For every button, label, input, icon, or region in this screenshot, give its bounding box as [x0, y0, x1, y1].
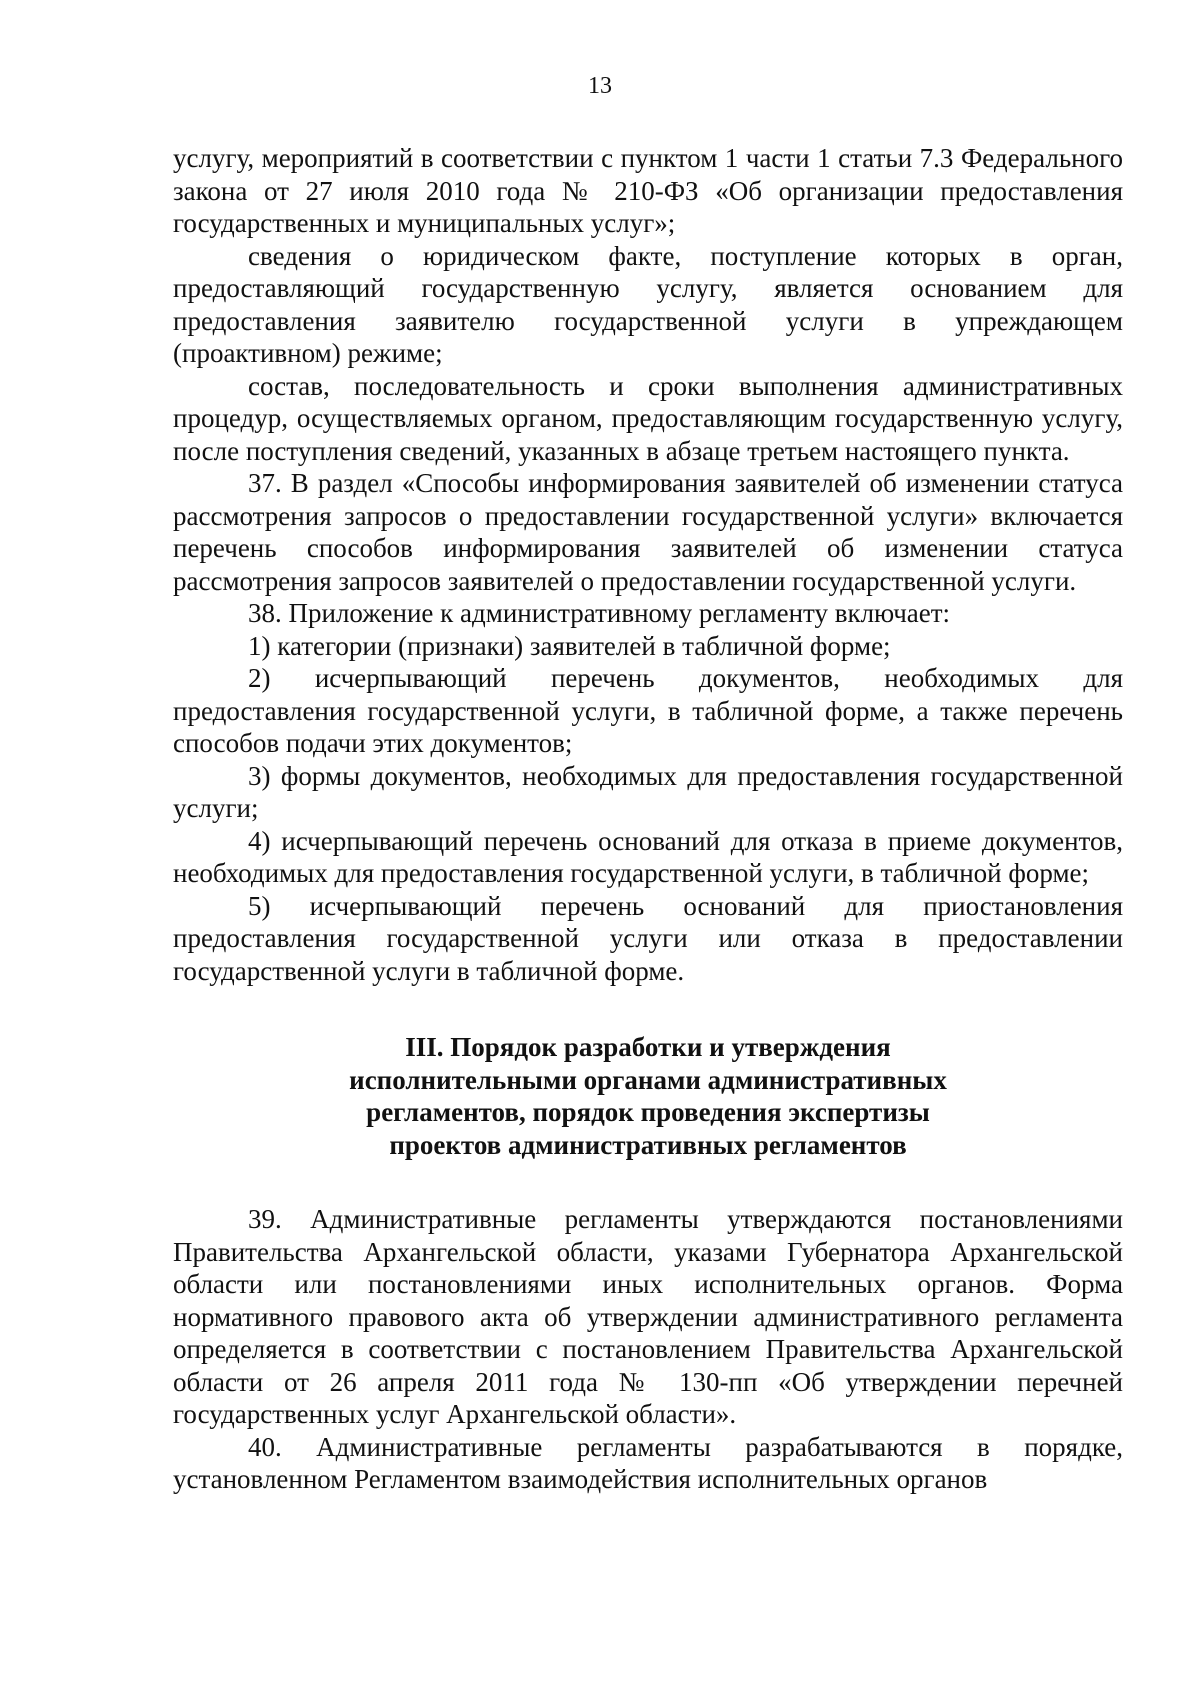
section-heading-line: III. Порядок разработки и утверждения	[405, 1032, 891, 1062]
list-item-4: 4) исчерпывающий перечень оснований для отказа в приеме документов, необходимых для предоставления государственной услуги, в табличной форме;	[173, 825, 1123, 888]
list-item-5: 5) исчерпывающий перечень оснований для приостановления предоставления государственной услуги или отказа в предоставлении государственной услуги в табличной форме.	[173, 890, 1123, 986]
page-number: 13	[588, 73, 612, 99]
spacer	[173, 1161, 1123, 1203]
paragraph-procedure-composition: состав, последовательность и сроки выполнения административных процедур, осуществляемых органом, предоставляющим государственную услугу, после поступления сведений, указанных в абзаце третьем настоящего пункта.	[173, 370, 1123, 466]
document-body	[173, 142, 1123, 1496]
paragraph-continuation: услугу, мероприятий в соответствии с пунктом 1 части 1 статьи 7.3 Федерального закона от 27 июля 2010 года № 210-ФЗ «Об организации предоставления государственных и муниципальных услуг»;	[173, 143, 1123, 238]
paragraph-item-40: 40. Административные регламенты разрабатываются в порядке, установленном Регламентом взаимодействия исполнительных органов	[173, 1431, 1123, 1494]
list-item-2: 2) исчерпывающий перечень документов, необходимых для предоставления государственной услуги, в табличной форме, а также перечень способов подачи этих документов;	[173, 663, 1123, 758]
paragraph-item-37: 37. В раздел «Способы информирования заявителей об изменении статуса рассмотрения запросов о предоставлении государственной услуги» включается перечень способов информирования заявителей об изменении статуса рассмотрения запросов заявителей о предоставлении государственной услуги.	[173, 468, 1123, 596]
section-heading-line: исполнительными органами административных	[349, 1064, 947, 1095]
list-item-3: 3) формы документов, необходимых для предоставления государственной услуги;	[173, 760, 1123, 823]
section-heading-line: регламентов, порядок проведения экспертизы	[366, 1097, 930, 1127]
paragraph-legal-fact-info: сведения о юридическом факте, поступление которых в орган, предоставляющий государственную услугу, является основанием для предоставления заявителю государственной услуги в упреждающем (проактивном) режиме;	[173, 240, 1123, 368]
paragraph-item-38: 38. Приложение к административному регламенту включает:	[248, 598, 951, 628]
paragraph-item-39: 39. Административные регламенты утверждаются постановлениями Правительства Архангельской области, указами Губернатора Архангельской области или постановлениями иных исполнительных органов. Форма нормативного правового акта об утверждении административного регламента определяется в соответствии с постановлением Правительства Архангельской области от 26 апреля 2011 года № 130-пп «Об утверждении перечней государственных услуг Архангельской области».	[173, 1204, 1123, 1429]
section-heading-line: проектов административных регламентов	[389, 1129, 907, 1160]
section-heading	[173, 1031, 1123, 1161]
list-item-1: 1) категории (признаки) заявителей в табличной форме;	[248, 630, 891, 661]
